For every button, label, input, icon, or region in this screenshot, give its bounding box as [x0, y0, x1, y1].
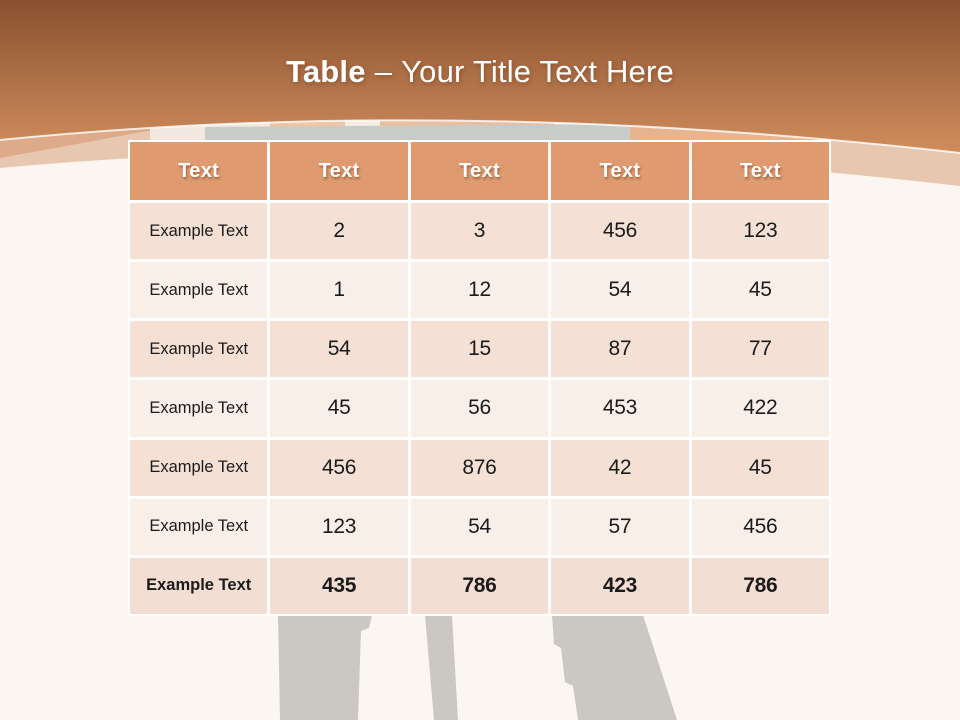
value-cell: 45: [692, 262, 829, 318]
value-cell: 57: [551, 499, 688, 555]
value-cell: 87: [551, 321, 688, 377]
value-cell: 54: [270, 321, 407, 377]
header-cell: Text: [270, 142, 407, 200]
value-cell: 12: [411, 262, 548, 318]
row-label-cell: Example Text: [130, 499, 267, 555]
total-value-cell: 786: [411, 558, 548, 614]
title-separator: –: [374, 54, 393, 89]
row-label-cell: Example Text: [130, 262, 267, 318]
value-cell: 453: [551, 380, 688, 436]
value-cell: 1: [270, 262, 407, 318]
header-cell: Text: [692, 142, 829, 200]
value-cell: 42: [551, 440, 688, 496]
row-label-cell: Example Text: [130, 321, 267, 377]
value-cell: 45: [270, 380, 407, 436]
value-cell: 54: [551, 262, 688, 318]
value-cell: 123: [270, 499, 407, 555]
title-keyword: Table: [286, 54, 366, 89]
total-row-label-cell: Example Text: [130, 558, 267, 614]
value-cell: 15: [411, 321, 548, 377]
value-cell: 456: [270, 440, 407, 496]
row-label-cell: Example Text: [130, 203, 267, 259]
value-cell: 45: [692, 440, 829, 496]
value-cell: 56: [411, 380, 548, 436]
slide-title: [0, 54, 960, 90]
total-value-cell: 786: [692, 558, 829, 614]
value-cell: 2: [270, 203, 407, 259]
value-cell: 876: [411, 440, 548, 496]
value-cell: 123: [692, 203, 829, 259]
header-cell: Text: [411, 142, 548, 200]
value-cell: 54: [411, 499, 548, 555]
value-cell: 3: [411, 203, 548, 259]
value-cell: 422: [692, 380, 829, 436]
data-table: [128, 140, 831, 616]
title-text: Your Title Text Here: [401, 54, 674, 89]
header-cell: Text: [551, 142, 688, 200]
row-label-cell: Example Text: [130, 380, 267, 436]
header-cell: Text: [130, 142, 267, 200]
value-cell: 77: [692, 321, 829, 377]
row-label-cell: Example Text: [130, 440, 267, 496]
total-value-cell: 423: [551, 558, 688, 614]
tabletop-shape: [205, 124, 630, 141]
value-cell: 456: [692, 499, 829, 555]
total-value-cell: 435: [270, 558, 407, 614]
value-cell: 456: [551, 203, 688, 259]
